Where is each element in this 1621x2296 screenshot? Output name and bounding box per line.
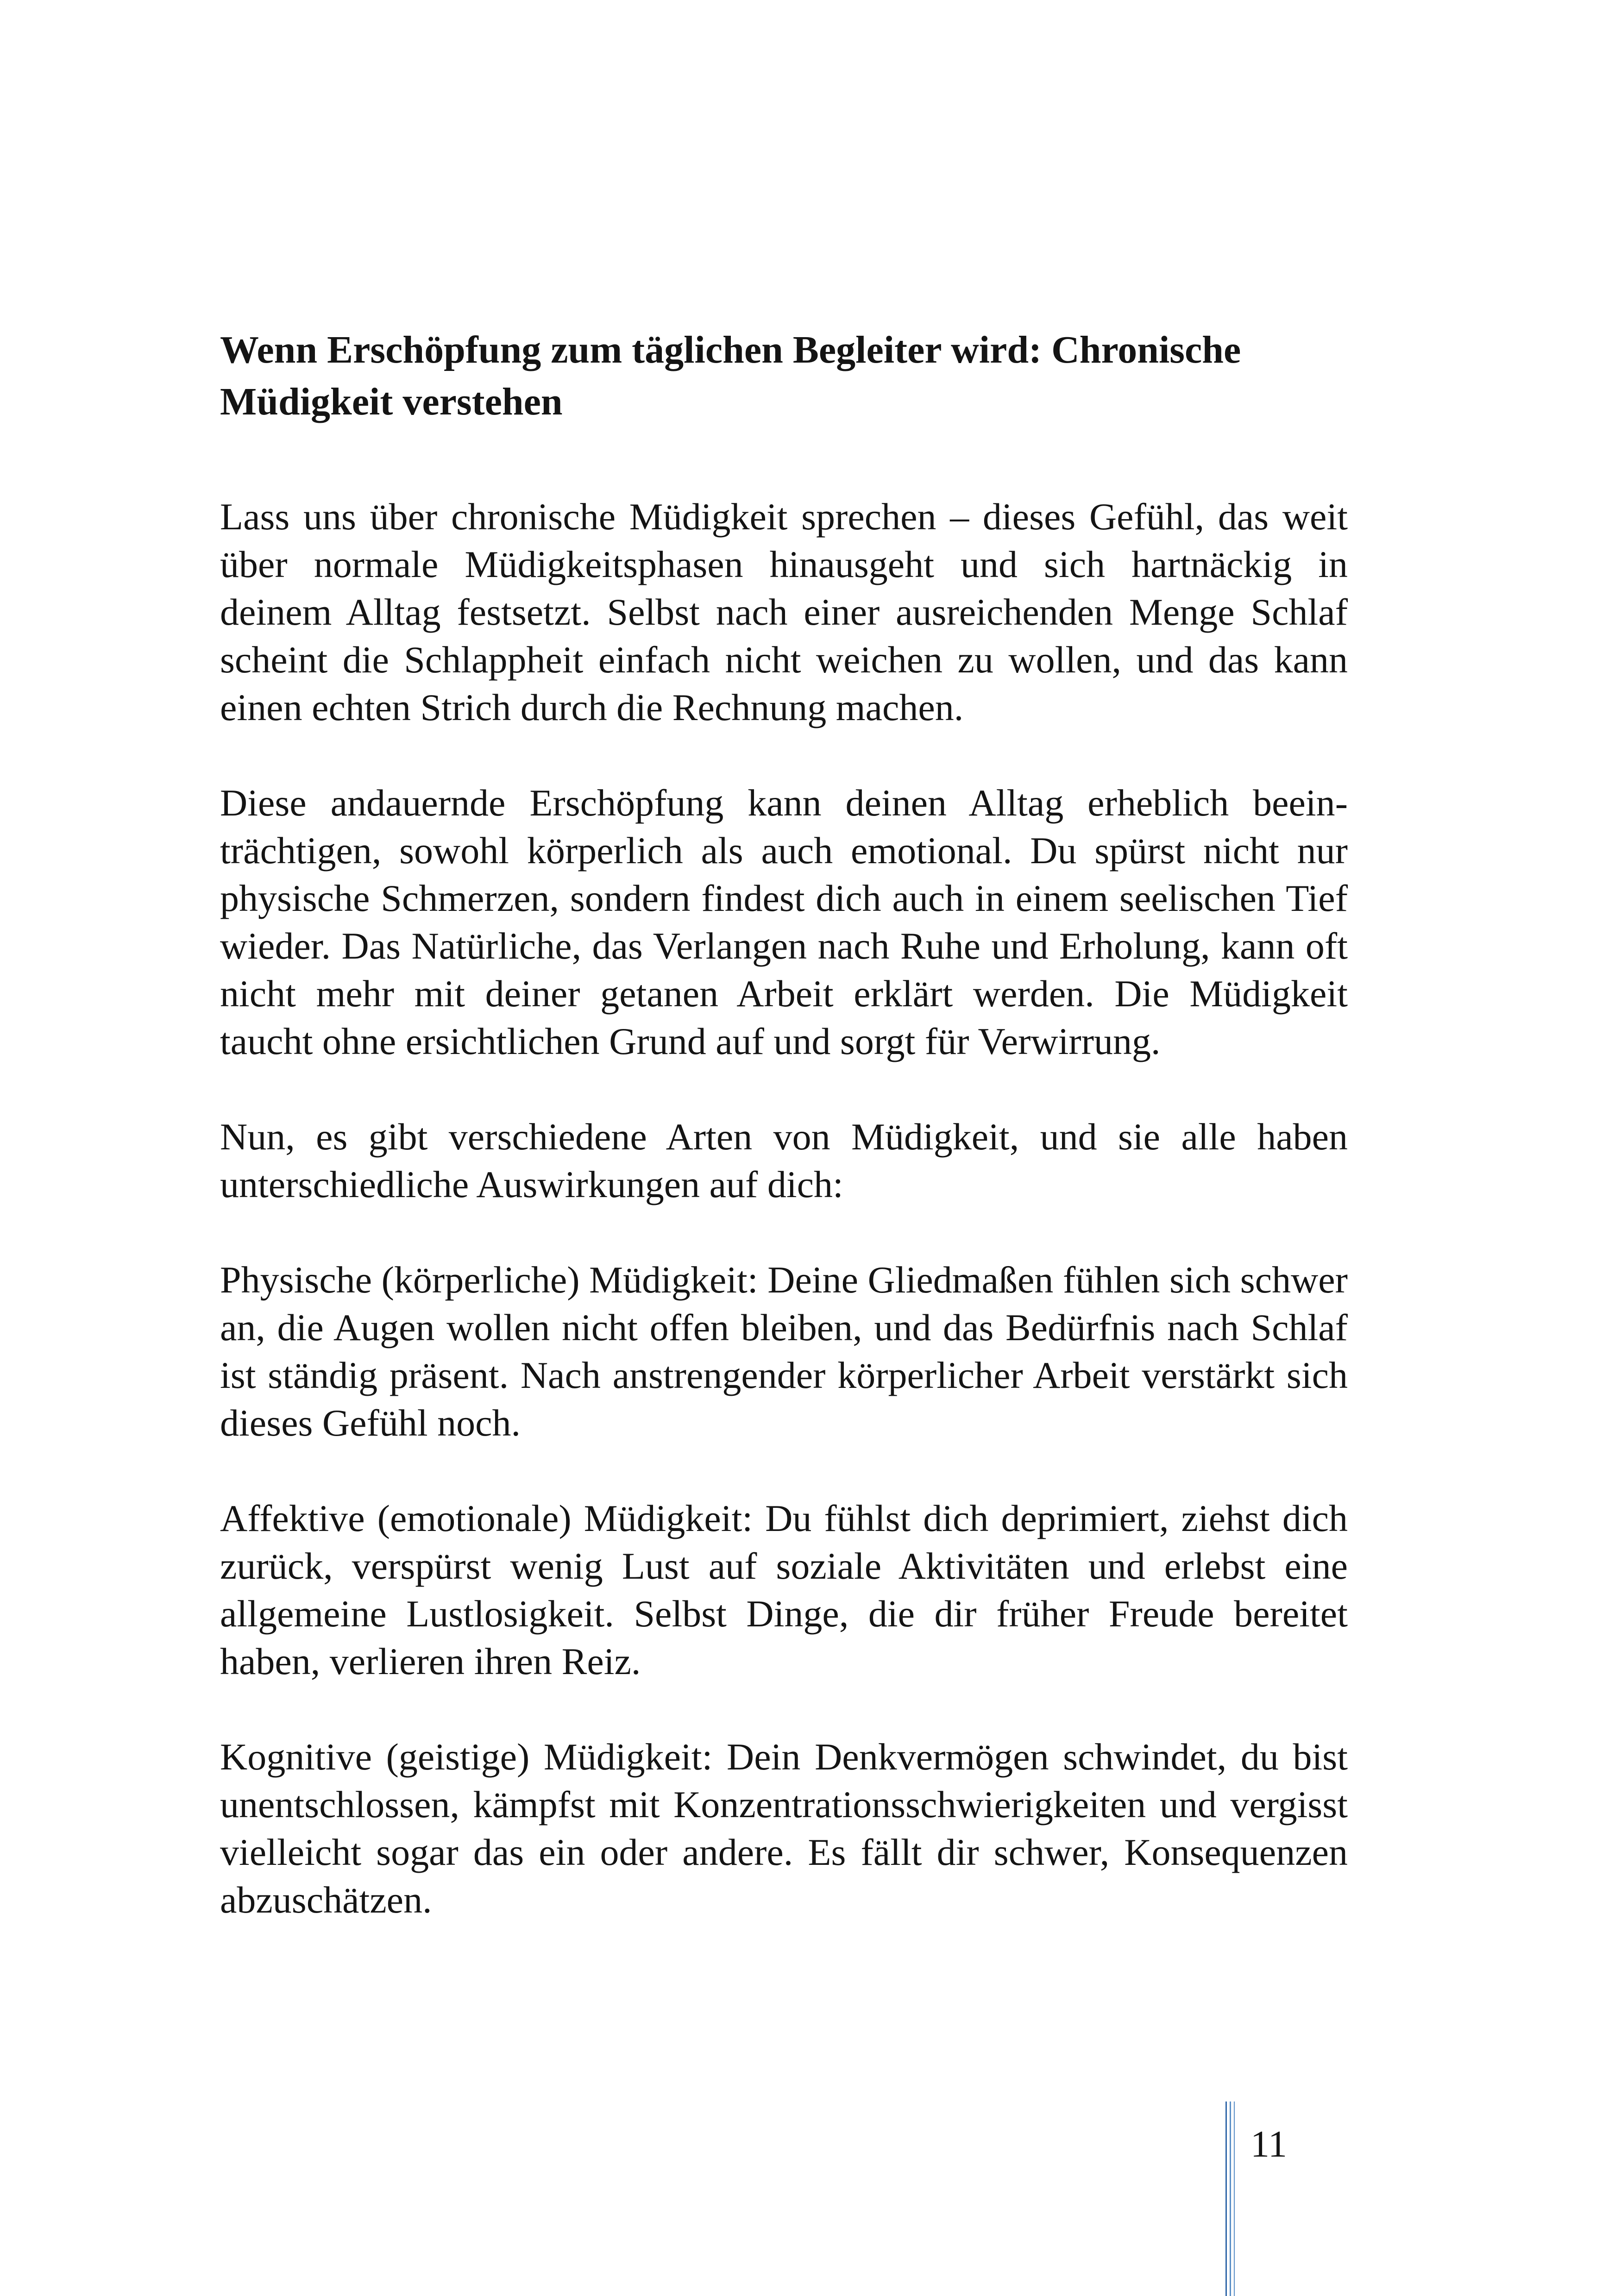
footer-rule-line xyxy=(1234,2102,1235,2296)
paragraph-affective-fatigue: Affektive (emotionale) Müdigkeit: Du fühlst dich deprimiert, ziehst dich zurück, verspürst wenig Lust auf soziale Aktivitäten und erlebst eine allgemeine Lustlosigkeit. Selbst Dinge, die dir früher Freude bereitet haben, verlieren ihren Reiz. xyxy=(220,1497,1348,1682)
footer-rule-line xyxy=(1230,2102,1231,2296)
paragraph-physical-fatigue: Physische (körperliche) Müdigkeit: Deine Gliedmaßen fühlen sich schwer an, die Augen wollen nicht offen bleiben, und das Bedürfnis nach Schlaf ist ständig präsent. Nach anstrengender körperlicher Arbeit verstärkt sich dieses Gefühl noch. xyxy=(220,1259,1348,1444)
chapter-heading: Wenn Erschöpfung zum täglichen Begleiter wird: Chronische Müdigkeit verstehen xyxy=(220,328,1241,423)
page-number: 11 xyxy=(1250,2123,1287,2165)
paragraph-intro: Lass uns über chronische Müdigkeit sprechen – dieses Gefühl, das weit über normale Müdigkeitsphasen hinausgeht und sich hartnäckig in deinem Alltag festsetzt. Selbst nach einer ausreichenden Menge Schlaf scheint die Schlappheit einfach nicht weichen zu wollen, und das kann einen echten Strich durch die Rechnung machen. xyxy=(220,496,1348,728)
paragraph-types-intro: Nun, es gibt verschiedene Arten von Müdigkeit, und sie alle haben unterschiedliche Auswirkungen auf dich: xyxy=(220,1116,1348,1205)
paragraph-cognitive-fatigue: Kognitive (geistige) Müdigkeit: Dein Denkvermögen schwindet, du bist unentschlossen, kämpfst mit Konzentrationsschwierigkeiten und vergisst vielleicht sogar das ein oder andere. Es fällt dir schwer, Konsequenzen abzuschätzen. xyxy=(220,1736,1348,1921)
paragraph-impact: Diese andauernde Erschöpfung kann deinen Alltag erheblich beeinträchtigen, sowohl körperlich als auch emotional. Du spürst nicht nur physische Schmerzen, sondern findest dich auch in einem seelischen Tief wieder. Das Natürliche, das Verlangen nach Ruhe und Erholung, kann oft nicht mehr mit deiner getanen Arbeit erklärt werden. Die Müdigkeit taucht ohne ersichtlichen Grund auf und sorgt für Verwirrung. xyxy=(220,782,1348,1062)
footer-rule xyxy=(1225,2102,1235,2296)
page-content xyxy=(220,324,1348,1971)
footer-rule-line xyxy=(1225,2102,1227,2296)
